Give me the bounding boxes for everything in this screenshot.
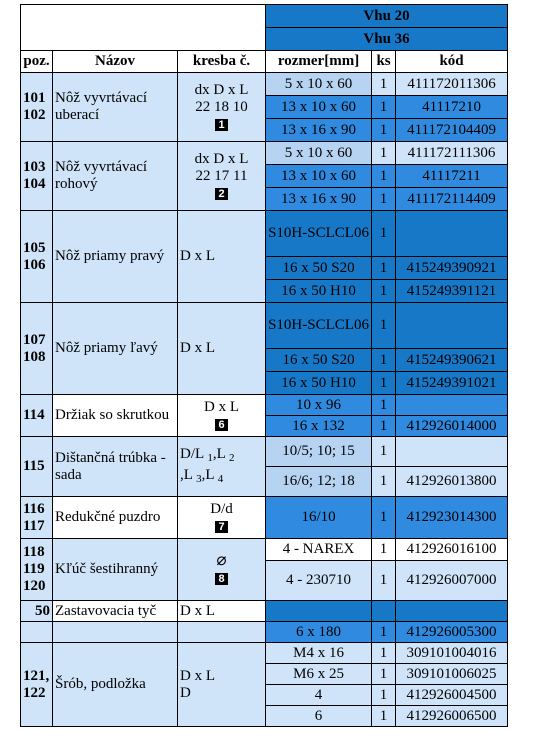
drawing-number-badge: 7 (215, 521, 227, 533)
col-header-name: Názov (53, 51, 178, 73)
dimension-cell: 4 - NAREX (266, 539, 372, 561)
col-header-dimension: rozmer[mm] (266, 51, 372, 73)
dimension-cell: 10 x 96 (266, 395, 372, 416)
diameter-icon: ⌀ (216, 549, 227, 569)
table-row (21, 395, 508, 416)
position-number: 114 (21, 395, 53, 437)
ks-cell: 1 (372, 416, 396, 437)
header-blank (21, 5, 266, 51)
code-cell: 415249390621 (396, 349, 508, 372)
code-cell: 412926007000 (396, 561, 508, 601)
ks-cell: 1 (372, 73, 396, 96)
ks-cell: 1 (372, 539, 396, 561)
position-number: 121, (23, 667, 50, 684)
code-cell: 411172011306 (396, 73, 508, 96)
table-row (21, 211, 508, 257)
item-name: Nôž vyvrtávací rohový (53, 142, 178, 211)
ks-cell: 1 (372, 467, 396, 497)
ks-cell: 1 (372, 664, 396, 685)
table-row (21, 539, 508, 561)
dimension-cell: 16/6; 12; 18 (266, 467, 372, 497)
dimension-cell: 13 x 16 x 90 (266, 119, 372, 142)
table-row (21, 303, 508, 349)
position-cell (21, 73, 53, 142)
dimension-cell: 16/10 (266, 497, 372, 539)
position-number: 106 (23, 256, 46, 273)
item-name: Dištančná trúbka - sada (53, 437, 178, 497)
drawing-text: D/L (180, 445, 204, 462)
item-name: Šrób, podložka (53, 643, 178, 727)
drawing-cell (178, 437, 266, 497)
ks-cell: 1 (372, 437, 396, 467)
empty-cell (178, 622, 266, 643)
dimension-cell: M4 x 16 (266, 643, 372, 664)
ks-cell: 1 (372, 211, 396, 257)
code-cell: 411172114409 (396, 188, 508, 211)
drawing-cell (178, 73, 266, 142)
ks-cell: 1 (372, 188, 396, 211)
drawing-text: ,L (201, 466, 214, 483)
dimension-cell: 5 x 10 x 60 (266, 73, 372, 96)
position-cell (21, 142, 53, 211)
drawing-cell (178, 395, 266, 437)
dimension-cell: 16 x 132 (266, 416, 372, 437)
ks-cell: 1 (372, 280, 396, 303)
item-name: Nôž priamy ľavý (53, 303, 178, 395)
item-name: Nôž priamy pravý (53, 211, 178, 303)
code-cell (396, 395, 508, 416)
position-number: 102 (23, 107, 46, 123)
code-cell: 412926013800 (396, 467, 508, 497)
code-cell: 415249391021 (396, 372, 508, 395)
dimension-cell: 13 x 10 x 60 (266, 165, 372, 188)
position-number: 105 (23, 239, 46, 256)
ks-cell: 1 (372, 142, 396, 165)
dimension-cell: 16 x 50 H10 (266, 372, 372, 395)
ks-cell: 1 (372, 303, 396, 349)
dimension-cell: 4 - 230710 (266, 561, 372, 601)
empty-cell (21, 622, 53, 643)
header-vhu20: Vhu 20 (266, 5, 508, 28)
ks-cell: 1 (372, 349, 396, 372)
drawing-subscript: 2 (228, 451, 235, 464)
drawing-text: 22 17 11 (195, 167, 248, 184)
code-cell: 41117210 (396, 96, 508, 119)
position-number: 117 (23, 517, 45, 534)
drawing-subscript: 3 (196, 472, 202, 485)
item-name: Držiak so skrutkou (53, 395, 178, 437)
position-cell (21, 303, 53, 395)
code-cell (396, 303, 508, 349)
drawing-cell (178, 142, 266, 211)
position-cell (21, 497, 53, 539)
ks-cell: 1 (372, 622, 396, 643)
drawing-cell (178, 497, 266, 539)
position-number: 120 (23, 578, 46, 594)
dimension-cell: 4 (266, 685, 372, 706)
table-row (21, 601, 508, 622)
ks-cell: 1 (372, 96, 396, 119)
code-cell: 411172111306 (396, 142, 508, 165)
col-header-code: kód (396, 51, 508, 73)
position-number: 107 (23, 331, 46, 348)
code-cell: 412926004500 (396, 685, 508, 706)
position-number: 116 (23, 500, 45, 517)
drawing-text: D x L (180, 667, 215, 684)
code-cell: 412926006500 (396, 706, 508, 727)
dimension-cell: 13 x 16 x 90 (266, 188, 372, 211)
item-name: Kľúč šestihranný (53, 539, 178, 601)
table-row (21, 643, 508, 664)
code-cell: 412923014300 (396, 497, 508, 539)
dimension-cell: S10H-SCLCL06 (266, 211, 372, 257)
code-cell (396, 437, 508, 467)
dimension-cell: M6 x 25 (266, 664, 372, 685)
drawing-number-badge: 2 (215, 188, 227, 200)
code-cell: 412926016100 (396, 539, 508, 561)
drawing-number-badge: 1 (215, 119, 227, 131)
dimension-cell: 16 x 50 S20 (266, 349, 372, 372)
dimension-cell: S10H-SCLCL06 (266, 303, 372, 349)
ks-cell: 1 (372, 395, 396, 416)
position-number: 122 (23, 684, 46, 701)
drawing-cell (178, 643, 266, 727)
item-name: Nôž vyvrtávací uberací (53, 73, 178, 142)
drawing-text: D x L (204, 398, 240, 415)
code-cell: 41117211 (396, 165, 508, 188)
drawing-text: D (180, 684, 191, 701)
ks-cell: 1 (372, 257, 396, 280)
drawing-text: ,L (212, 445, 226, 462)
ks-cell: 1 (372, 706, 396, 727)
ks-cell: 1 (372, 497, 396, 539)
drawing-text: D x L (178, 303, 266, 395)
ks-cell: 1 (372, 561, 396, 601)
ks-cell (372, 601, 396, 622)
item-name: Redukčné puzdro (53, 497, 178, 539)
position-number: 104 (23, 176, 46, 192)
ks-cell: 1 (372, 119, 396, 142)
header-vhu36: Vhu 36 (266, 28, 508, 51)
table-row (21, 497, 508, 539)
position-cell (21, 211, 53, 303)
code-cell: 412926005300 (396, 622, 508, 643)
position-number: 115 (21, 437, 53, 497)
position-number: 119 (23, 561, 45, 577)
position-number: 101 (23, 90, 46, 106)
drawing-text: D x L (178, 211, 266, 303)
col-header-drawing: kresba č. (178, 51, 266, 73)
dimension-cell: 6 x 180 (266, 622, 372, 643)
position-number: 118 (23, 544, 45, 560)
code-cell (396, 601, 508, 622)
position-cell (21, 539, 53, 601)
dimension-cell: 5 x 10 x 60 (266, 142, 372, 165)
table-row (21, 142, 508, 165)
item-name: Zastavovacia tyč (53, 601, 178, 622)
drawing-text: D/d (210, 500, 233, 517)
position-number: 50 (21, 601, 53, 622)
dimension-cell: 6 (266, 706, 372, 727)
ks-cell: 1 (372, 685, 396, 706)
drawing-text: dx D x L (194, 81, 249, 98)
drawing-text: dx D x L (194, 150, 249, 167)
table-row (21, 437, 508, 467)
drawing-cell (178, 539, 266, 601)
drawing-number-badge: 6 (215, 419, 227, 431)
dimension-cell: 10/5; 10; 15 (266, 437, 372, 467)
code-cell: 309101006025 (396, 664, 508, 685)
code-cell: 415249391121 (396, 280, 508, 303)
code-cell: 411172104409 (396, 119, 508, 142)
ks-cell: 1 (372, 372, 396, 395)
ks-cell: 1 (372, 643, 396, 664)
code-cell: 412926014000 (396, 416, 508, 437)
empty-cell (53, 622, 178, 643)
dimension-cell (266, 601, 372, 622)
drawing-text: ,L (180, 466, 193, 483)
table-row (21, 622, 508, 643)
dimension-cell: 13 x 10 x 60 (266, 96, 372, 119)
col-header-ks: ks (372, 51, 396, 73)
drawing-text: D x L (178, 601, 266, 622)
drawing-subscript: 1 (207, 451, 213, 464)
table-row (21, 73, 508, 96)
drawing-text: 22 18 10 (195, 98, 248, 115)
code-cell (396, 211, 508, 257)
dimension-cell: 16 x 50 H10 (266, 280, 372, 303)
tool-parts-table (20, 4, 508, 727)
ks-cell: 1 (372, 165, 396, 188)
code-cell: 309101004016 (396, 643, 508, 664)
position-cell (21, 643, 53, 727)
code-cell: 415249390921 (396, 257, 508, 280)
position-number: 103 (23, 159, 46, 175)
dimension-cell: 16 x 50 S20 (266, 257, 372, 280)
col-header-pos: poz. (21, 51, 53, 73)
position-number: 108 (23, 348, 46, 365)
drawing-number-badge: 8 (215, 573, 227, 585)
drawing-subscript: 4 (217, 472, 224, 485)
